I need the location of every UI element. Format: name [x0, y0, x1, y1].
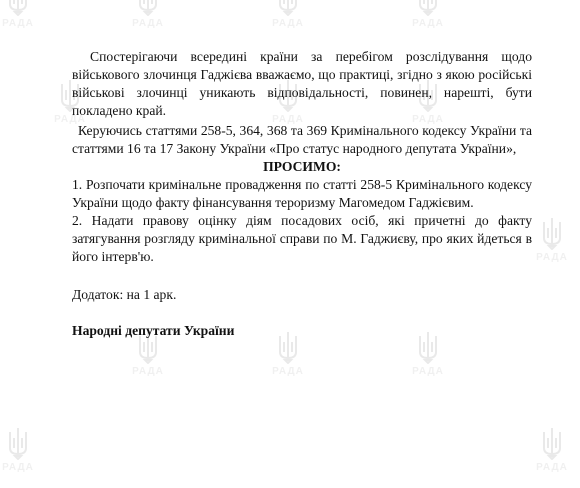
watermark-text: РАДА	[132, 366, 164, 377]
signature-line: Народні депутати України	[72, 323, 235, 338]
watermark-text: РАДА	[272, 114, 304, 125]
watermark-text: РАДА	[54, 114, 86, 125]
watermark-text: РАДА	[536, 252, 568, 263]
request-heading: ПРОСИМО:	[263, 159, 341, 174]
trident-icon	[417, 330, 439, 364]
watermark-text: РАДА	[2, 462, 34, 473]
watermark-text: РАДА	[412, 366, 444, 377]
watermark-text: РАДА	[272, 366, 304, 377]
trident-icon	[277, 0, 299, 16]
watermark	[398, 330, 458, 392]
watermark-text: РАДА	[132, 18, 164, 29]
watermark	[0, 426, 48, 488]
attachment-note: Додаток: на 1 арк.	[72, 287, 177, 302]
watermark-text: РАДА	[412, 18, 444, 29]
watermark	[522, 426, 580, 488]
trident-icon	[7, 0, 29, 16]
watermark	[258, 0, 318, 44]
watermark-text: РАДА	[2, 18, 34, 29]
trident-icon	[541, 426, 563, 460]
watermark	[258, 330, 318, 392]
watermark-text: РАДА	[536, 462, 568, 473]
watermark	[398, 0, 458, 44]
watermark-text: РАДА	[412, 114, 444, 125]
watermark	[118, 0, 178, 44]
watermark-text: РАДА	[272, 18, 304, 29]
watermark	[0, 0, 48, 44]
request-item-2: 2. Надати правову оцінку діям посадових осіб, які причетні до факту затягування розгляду кримінальної справи по М. Гаджиєву, про яких йдеться в його інтерв'ю.	[72, 213, 532, 264]
request-item-1: 1. Розпочати кримінальне провадження по статті 258-5 Кримінального кодексу України щодо факту фінансування тероризму Магомедом Гаджієвим.	[72, 177, 532, 210]
trident-icon	[7, 426, 29, 460]
trident-icon	[277, 330, 299, 364]
paragraph-legal-basis: Керуючись статтями 258-5, 364, 368 та 369 Кримінального кодексу України та статтями 16 та 17 Закону України «Про статус народного депутата України»,	[72, 123, 532, 156]
trident-icon	[417, 0, 439, 16]
paragraph-investigation: Спостерігаючи всередині країни за перебігом розслідування щодо військового злочинця Гаджієва вважаємо, що практиці, згідно з якою російські військові злочинці уникають відповідальності, повинен, нарешті, бути покладено край.	[72, 49, 532, 118]
trident-icon	[137, 0, 159, 16]
trident-icon	[541, 216, 563, 250]
